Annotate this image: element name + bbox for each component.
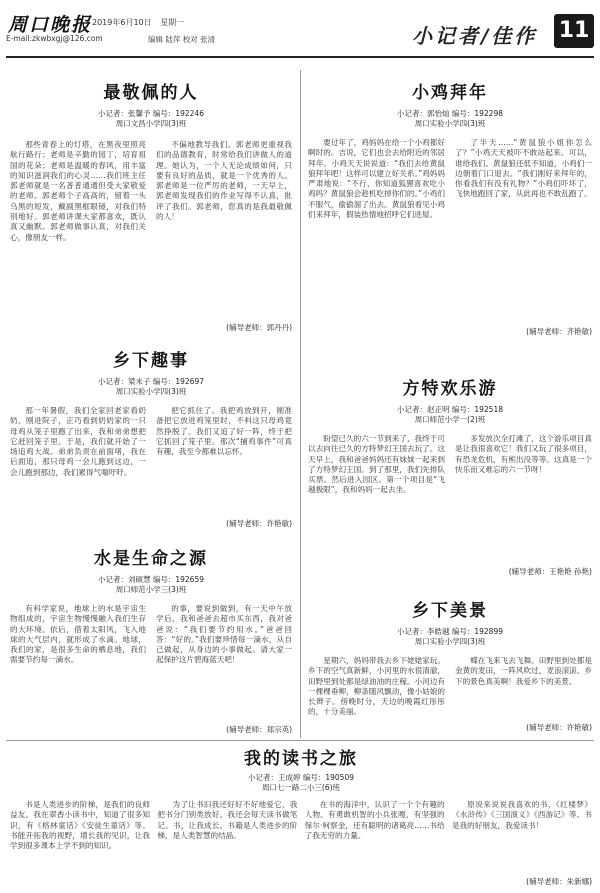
article-school: 周口文昌小学四(3)班 <box>115 119 187 128</box>
article-school: 周口实验小学四(3)班 <box>414 637 486 646</box>
paragraph: 的事，要说到做到，有一天中午放学后，我和爸爸去超市买东西，我对爸爸说：“我们要节约用水。”爸爸回答：“好的。”我们要珍惜每一滴水，从自己做起，从身边的小事做起。请大家一起保护这片碧海蓝天吧！ <box>156 604 292 665</box>
newspaper-logo: 周口晚报 <box>8 14 93 36</box>
article-title: 小鸡拜年 <box>412 83 488 103</box>
issue-date-line <box>92 17 190 28</box>
article-column <box>308 138 445 324</box>
paragraph: 要过年了，鸡妈妈在给一个小鸡都好啊时的。吉说，它们也会去给附近的邻居拜年。小鸡天天说说道：“我们去给黄鼠狼拜年吧！这样可以建立好关系。”鸡妈妈严肃地说：“不行，你知道狐狸喜欢吃小鸡吗？黄鼠狼会趁机吃掉你们的。”小鸡们不服气，偷偷溜了出去。黄鼠狼看见小鸡们来拜年，假装热情地招呼它们进屋。 <box>308 138 445 220</box>
article-body <box>10 604 292 722</box>
article-fang-te-huan-le-you <box>308 374 592 574</box>
article-school: 周口实验小学四(3)班 <box>115 387 187 396</box>
article-wo-de-du-shu <box>10 744 592 890</box>
article-column <box>308 656 445 720</box>
paragraph: 为了让书旧我还好好不好地爱它，我把书分门别类放好。我还会每天读书做笔记。书，让我成长。书籍是人类进步的阶梯，是人类智慧的结晶。 <box>157 800 298 840</box>
article-title: 最敬佩的人 <box>103 83 199 103</box>
article-body <box>10 800 592 874</box>
article-column <box>305 800 445 874</box>
article-byline: 小记者：李皓越 编号：192899 <box>396 627 503 636</box>
article-title: 水是生命之源 <box>94 549 208 569</box>
page-number: 11 <box>554 14 594 48</box>
article-column <box>10 140 146 320</box>
paragraph: 不偏地教导我们。郭老师更重视我们的品德教育，时常给我们讲做人的道理。她认为，一个人无论成绩如何，只要有良好的品质，就是一个优秀的人。郭老师是一位严厉的老师，一天早上，郭老师发现我们的作业写得不认真，批评了我们。郭老师，您真的是我最敬佩的人！ <box>156 140 292 222</box>
article-title: 方特欢乐游 <box>402 379 498 399</box>
paragraph: 多发放次全打滩了，这个游乐项目真是让我很喜欢它！我们又玩了很多项目，有恐龙危机，有熊出没等等。这真是一个快乐而又难忘的六一节呀！ <box>455 434 592 474</box>
article-teacher: (辅导老师：许艳敏) <box>226 519 292 528</box>
article-byline: 小记者：王成婷 编号：190509 <box>247 773 354 782</box>
article-body <box>10 406 292 516</box>
paragraph: 了半天……“黄鼠狼小姐你怎么了？”小鸡天天被吓不敢站起来。可以，谁给我们。黄鼠狼还低不知道，小鸡们一边朝着门口退去。“我们刚好来拜年的，你看我们有没有礼物？”小鸡们吓坏了，飞快地跑回了家，从此再也不敢乱跑了。 <box>455 138 592 199</box>
center-column-divider <box>300 70 301 738</box>
article-teacher: (辅导老师：齐艳敏) <box>526 327 592 336</box>
section-title: 小记者/佳作 <box>412 24 538 48</box>
article-column <box>455 434 592 564</box>
article-teacher: (辅导老师：郭丹丹) <box>226 323 292 332</box>
article-column <box>10 406 146 516</box>
paragraph: 星期六，妈妈带我去乡下姥姥家玩。乡下的空气真新鲜，小河里的水很清澈，田野里到处都是绿油油的庄稼。小河边有一棵棵垂柳，柳条随风飘动，像小姑娘的长辫子。傍晚时分，天边的晚霞红彤彤的，十分美丽。 <box>308 656 445 717</box>
article-xiang-xia-mei-jing <box>308 596 592 736</box>
article-column <box>10 800 150 874</box>
article-body <box>308 138 592 324</box>
article-column <box>156 406 292 516</box>
article-teacher: (辅导老师：朱新娜) <box>526 877 592 886</box>
article-column <box>156 604 292 722</box>
article-school: 周口实验小学四(3)班 <box>414 119 486 128</box>
article-teacher: (辅导老师：许艳敏) <box>526 723 592 732</box>
paragraph: 盼望已久的六一节到来了，我终于可以去向往已久的方特梦幻王国去玩了。这天早上，我和爸爸妈妈还有妹妹一起来到了方特梦幻王国。到了那里，我们先排队买票。然后进入园区。第一个项目是“飞越极限”，我和妈妈一起去坐。 <box>308 434 445 495</box>
paragraph: 把它抓住了。我把鸡放到开，刚准备把它放进鸡笼里时，不料这只母鸡竟然挣脱了。我们又追了好一阵，终于把它抓回了笼子里。那次“捕鸡事件”可真有趣，我至今都难以忘怀。 <box>156 406 292 457</box>
article-title: 乡下趣事 <box>113 351 189 371</box>
article-body <box>10 140 292 320</box>
article-xiang-xia-qu-shi <box>10 346 292 532</box>
paragraph: 书是人类进步的阶梯，是我们的良师益友。我在翠香小读书中，知道了很多知识，有《格林童话》《安徒生童话》等。书能开拓我的视野，增长我的见识，让我学到很多课本上学不到的知识。 <box>10 800 150 851</box>
article-title: 我的读书之旅 <box>244 749 358 769</box>
article-column <box>455 656 592 720</box>
article-column <box>157 800 297 874</box>
paragraph: 那一年暑假，我们全家回老家看奶奶。刚进院子，正巧看到奶奶家的一只母鸡从笼子里跑了出来，我和弟弟想把它赶回笼子里。于是，我们就开始了一场追鸡大战。弟弟负责在前面堵，我在后面追，那只母鸡一会儿跑到这边，一会儿跑到那边，我们累得气喘吁吁。 <box>10 406 146 477</box>
paragraph: 那些青春上的灯塔，在黑夜里照亮航行路行；老师是辛勤的园丁，培育祖国的花朵；老师是温暖的春风，用丰富的知识滋润我们的心灵……我们班主任郭老师就是一名普普通通但受大家敬爱的老师。郭老师个子高高的，留着一头乌黑的短发，戴副黑框眼镜，对我们特别地好。郭老师讲课大家都喜欢，既认真又幽默。郭老师做事认真，对我们关心，像朋友一样。 <box>10 140 146 242</box>
article-byline: 小记者：郭怡灿 编号：192298 <box>396 109 503 118</box>
article-byline: 小记者：刘硕慧 编号：192659 <box>97 575 204 584</box>
masthead-rule <box>6 56 594 58</box>
article-school: 周口七一路二小三(6)班 <box>261 783 341 792</box>
article-column <box>10 604 146 722</box>
article-title: 乡下美景 <box>412 601 488 621</box>
article-column <box>308 434 445 564</box>
article-xiao-ji-bai-nian <box>308 78 592 340</box>
article-school: 周口师范小学三(3)班 <box>115 585 187 594</box>
bottom-section-divider <box>6 740 594 741</box>
article-teacher: (辅导老师：王艳艳 孙艳) <box>508 567 592 576</box>
issue-date: 2019年6月10日 <box>92 18 152 27</box>
article-column <box>156 140 292 320</box>
editor-credits: 编辑 陆萍 校对 张清 <box>148 35 216 44</box>
article-shui-shi-sheng-ming <box>10 544 292 736</box>
article-school: 周口师范小学一(2)班 <box>414 415 486 424</box>
article-body <box>308 434 592 564</box>
article-byline: 小记者：梁未子 编号：192697 <box>97 377 204 386</box>
article-byline: 小记者：张馨予 编号：192246 <box>97 109 204 118</box>
paragraph: 蝶在飞来飞去飞舞。田野里到处都是金黄的麦田，一阵风吹过，麦浪滚滚。乡下的景色真美啊！我爱乡下的美景。 <box>455 656 592 686</box>
masthead <box>0 0 600 62</box>
article-teacher: (辅导老师：郑宗英) <box>226 725 292 734</box>
paragraph: 在书的海洋中，认识了一个个有趣的人物。有勇敢机智的小兵张嘎，有坚强的保尔·柯察金，还有聪明的诸葛亮……书给了我无穷的力量。 <box>304 800 445 840</box>
article-column <box>452 800 592 874</box>
article-zui-jing-pei <box>10 78 292 336</box>
article-body <box>308 656 592 720</box>
contact-email: E-mail:zkwbxgj@126.com <box>6 34 103 43</box>
paragraph: 有科学家说，地球上的水是宇宙生物组成的，宇宙生物慢慢融入我们生存的大环境。依后，借着太阳风，飞入地球的大气层内，就形成了水滴。地球，我们的家，是很多生命的栖息地，我们需要节约每一滴水。 <box>10 604 146 665</box>
issue-weekday: 星期一 <box>160 18 185 27</box>
article-byline: 小记者：赵正明 编号：192518 <box>396 405 503 414</box>
article-column <box>455 138 592 324</box>
paragraph: 原说来说说我喜欢的书，《红楼梦》《水浒传》《三国演义》《西游记》等。书是我的好朋友，我爱读书！ <box>451 800 592 830</box>
